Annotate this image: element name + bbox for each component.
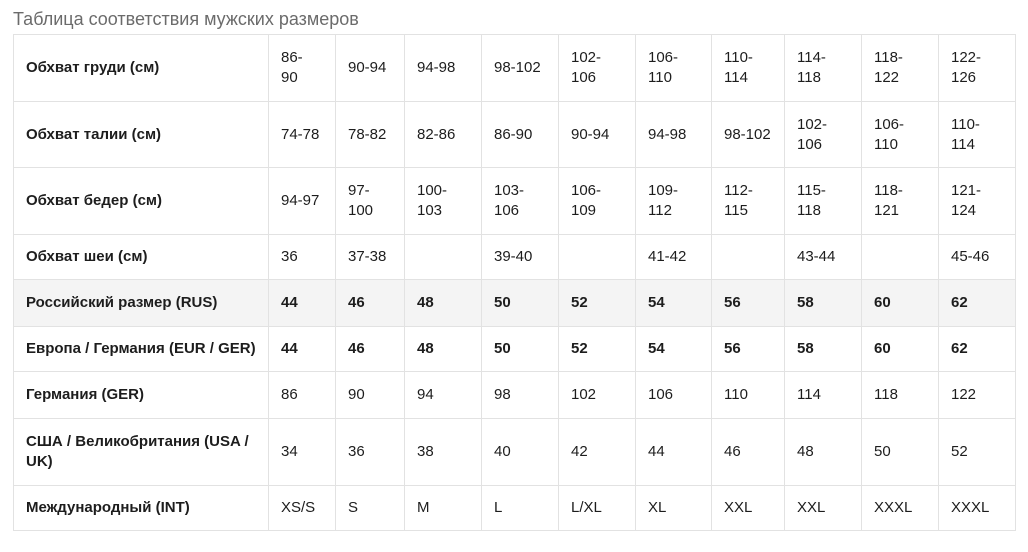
size-cell (939, 280, 1016, 327)
size-cell (636, 35, 712, 102)
size-value: 41-42 (648, 248, 687, 265)
size-value: 58 (797, 340, 814, 357)
size-value: S (348, 499, 359, 516)
size-cell (862, 486, 939, 531)
table-row (14, 280, 1016, 327)
size-cell (336, 102, 405, 168)
size-value: 98-102 (724, 125, 771, 143)
size-value: 118 (797, 202, 821, 219)
size-cell (336, 235, 405, 280)
size-value: 126 (951, 69, 977, 86)
size-value: 44 (648, 443, 665, 460)
size-cell (559, 280, 636, 327)
size-value: 39-40 (494, 248, 533, 265)
size-cell (712, 419, 785, 486)
size-value: 100- (417, 182, 448, 199)
size-cell (269, 327, 336, 372)
size-value: 110 (724, 386, 748, 403)
size-value: 46 (724, 443, 741, 460)
size-value: 48 (417, 294, 434, 311)
size-value: 74-78 (281, 125, 320, 143)
size-value: 86-90 (494, 125, 533, 143)
size-cell (405, 327, 482, 372)
table-row (14, 419, 1016, 486)
size-cell (405, 102, 482, 168)
size-value: 112 (648, 202, 672, 219)
size-cell (939, 327, 1016, 372)
row-label: Обхват груди (см) (14, 35, 269, 102)
size-cell (862, 280, 939, 327)
size-cell (482, 35, 559, 102)
size-value: 56 (724, 340, 741, 357)
size-value: 86 (281, 386, 298, 403)
row-label: Российский размер (RUS) (14, 280, 269, 327)
table-row (14, 235, 1016, 280)
size-cell (269, 372, 336, 419)
size-cell (636, 280, 712, 327)
size-value: 100 (348, 202, 374, 219)
size-value: 118 (797, 69, 821, 86)
size-cell (559, 35, 636, 102)
size-value: 44 (281, 340, 298, 357)
size-cell (482, 280, 559, 327)
size-value: 90 (281, 69, 298, 86)
size-cell (636, 419, 712, 486)
size-cell (559, 235, 636, 280)
size-cell (862, 419, 939, 486)
size-cell (482, 372, 559, 419)
size-cell (862, 102, 939, 168)
size-value: XL (648, 499, 667, 516)
size-cell (336, 419, 405, 486)
size-value: 115 (724, 202, 748, 219)
size-value: 50 (874, 443, 891, 460)
size-value: 110- (724, 49, 753, 66)
size-value: 52 (571, 294, 588, 311)
size-value: 106 (648, 386, 674, 403)
row-label: Обхват шеи (см) (14, 235, 269, 280)
size-value: 97- (348, 182, 370, 199)
size-cell (712, 486, 785, 531)
size-value: 122 (874, 69, 900, 86)
size-value: 114 (797, 386, 821, 403)
size-cell (862, 35, 939, 102)
size-value: 38 (417, 443, 434, 460)
row-label: Обхват бедер (см) (14, 168, 269, 235)
size-value: 98-102 (494, 59, 541, 76)
table-caption: Таблица соответствия мужских размеров (13, 9, 359, 29)
size-cell (862, 235, 939, 280)
size-value: 122- (951, 49, 982, 66)
size-value: 44 (281, 294, 298, 311)
size-cell (636, 102, 712, 168)
size-cell (405, 419, 482, 486)
size-cell (785, 486, 862, 531)
size-cell (336, 280, 405, 327)
size-value: 43-44 (797, 248, 836, 265)
size-cell (636, 168, 712, 235)
size-value: 103 (417, 202, 443, 219)
size-value: 102- (797, 115, 828, 133)
size-value: XS/S (281, 499, 316, 516)
size-value: 115- (797, 182, 826, 199)
size-value: L/XL (571, 499, 602, 516)
row-label: США / Великобритания (USA / UK) (14, 419, 269, 486)
size-value: 36 (348, 443, 365, 460)
size-value: 60 (874, 294, 891, 311)
size-cell (712, 327, 785, 372)
row-label: Европа / Германия (EUR / GER) (14, 327, 269, 372)
size-value: 118- (874, 49, 903, 66)
size-cell (939, 35, 1016, 102)
size-value: 52 (951, 443, 968, 460)
size-value: 60 (874, 340, 891, 357)
table-row (14, 327, 1016, 372)
size-cell (269, 168, 336, 235)
size-value: XXL (724, 499, 753, 516)
size-cell (712, 168, 785, 235)
size-value: 46 (348, 294, 365, 311)
size-cell (269, 235, 336, 280)
size-cell (559, 327, 636, 372)
size-value: 78-82 (348, 125, 387, 143)
size-cell (785, 419, 862, 486)
size-cell (405, 372, 482, 419)
size-cell (785, 168, 862, 235)
size-cell (712, 280, 785, 327)
row-label: Германия (GER) (14, 372, 269, 419)
size-cell (862, 372, 939, 419)
size-value: 102- (571, 49, 602, 66)
row-label: Международный (INT) (14, 486, 269, 531)
size-cell (636, 327, 712, 372)
size-value: 62 (951, 340, 968, 357)
size-value: 94-98 (648, 125, 687, 143)
size-value: 37-38 (348, 248, 387, 265)
size-value: 46 (348, 340, 365, 357)
size-cell (405, 35, 482, 102)
size-cell (559, 419, 636, 486)
size-cell (712, 102, 785, 168)
size-value: 118 (874, 386, 898, 403)
size-value: 106- (648, 49, 679, 66)
size-cell (785, 35, 862, 102)
size-value: 124 (951, 202, 977, 219)
size-cell (939, 168, 1016, 235)
size-cell (482, 102, 559, 168)
table-row (14, 372, 1016, 419)
size-value: 106 (797, 135, 823, 153)
size-value: 94-97 (281, 192, 320, 209)
size-chart-table (13, 34, 1016, 531)
size-cell (269, 280, 336, 327)
size-value: 90 (348, 386, 365, 403)
size-value: 109 (571, 202, 597, 219)
size-value: 42 (571, 443, 588, 460)
size-value: 48 (417, 340, 434, 357)
size-cell (712, 372, 785, 419)
size-value: 112- (724, 182, 753, 199)
size-cell (336, 35, 405, 102)
size-cell (269, 35, 336, 102)
size-cell (482, 235, 559, 280)
size-cell (785, 280, 862, 327)
size-cell (636, 486, 712, 531)
size-cell (482, 168, 559, 235)
table-row (14, 35, 1016, 102)
size-cell (336, 372, 405, 419)
size-value: 106- (571, 182, 602, 199)
size-cell (636, 235, 712, 280)
size-value: 106 (571, 69, 597, 86)
size-value: 82-86 (417, 125, 456, 143)
row-label: Обхват талии (см) (14, 102, 269, 168)
size-cell (559, 102, 636, 168)
size-value: 50 (494, 340, 511, 357)
size-value: 50 (494, 294, 511, 311)
size-cell (785, 372, 862, 419)
size-cell (405, 168, 482, 235)
size-cell (939, 235, 1016, 280)
size-value: 34 (281, 443, 298, 460)
size-cell (862, 327, 939, 372)
size-value: 54 (648, 294, 665, 311)
size-cell (269, 486, 336, 531)
size-value: 90-94 (348, 59, 387, 76)
size-value: 86- (281, 49, 303, 66)
size-value: XXXL (951, 499, 990, 516)
size-value: 52 (571, 340, 588, 357)
size-cell (785, 102, 862, 168)
size-cell (482, 327, 559, 372)
size-value: 56 (724, 294, 741, 311)
table-row (14, 486, 1016, 531)
size-cell (712, 35, 785, 102)
size-value: 54 (648, 340, 665, 357)
size-cell (269, 419, 336, 486)
size-value: 102 (571, 386, 597, 403)
size-value: 94 (417, 386, 434, 403)
table-row (14, 168, 1016, 235)
size-value: 114 (951, 135, 975, 153)
size-cell (939, 372, 1016, 419)
size-value: 109- (648, 182, 679, 199)
size-cell (636, 372, 712, 419)
size-value: 122 (951, 386, 977, 403)
size-cell (785, 327, 862, 372)
size-cell (336, 327, 405, 372)
size-value: 114- (797, 49, 826, 66)
size-cell (336, 168, 405, 235)
size-cell (482, 419, 559, 486)
size-value: XXL (797, 499, 826, 516)
size-value: 45-46 (951, 248, 990, 265)
size-cell (405, 486, 482, 531)
size-value: 90-94 (571, 125, 610, 143)
size-value: 110 (874, 135, 898, 153)
size-cell (785, 235, 862, 280)
size-value: 40 (494, 443, 511, 460)
size-cell (405, 280, 482, 327)
size-value: 58 (797, 294, 814, 311)
size-cell (939, 419, 1016, 486)
size-cell (939, 102, 1016, 168)
size-cell (559, 372, 636, 419)
size-value: 48 (797, 443, 814, 460)
size-value: 106- (874, 115, 905, 133)
size-cell (482, 486, 559, 531)
size-cell (405, 235, 482, 280)
size-value: XXXL (874, 499, 913, 516)
size-value: 121- (951, 182, 982, 199)
size-value: 110- (951, 115, 980, 133)
size-value: 94-98 (417, 59, 456, 76)
size-cell (712, 235, 785, 280)
table-row (14, 102, 1016, 168)
size-value: 121 (874, 202, 900, 219)
size-cell (559, 168, 636, 235)
size-value: 118- (874, 182, 903, 199)
size-cell (269, 102, 336, 168)
size-cell (559, 486, 636, 531)
size-value: 106 (494, 202, 520, 219)
size-value: M (417, 499, 430, 516)
size-value: 98 (494, 386, 511, 403)
size-value: 103- (494, 182, 525, 199)
size-value: L (494, 499, 503, 516)
size-cell (336, 486, 405, 531)
size-cell (862, 168, 939, 235)
size-value: 110 (648, 69, 672, 86)
size-cell (939, 486, 1016, 531)
size-value: 62 (951, 294, 968, 311)
size-value: 36 (281, 248, 298, 265)
size-value: 114 (724, 69, 748, 86)
